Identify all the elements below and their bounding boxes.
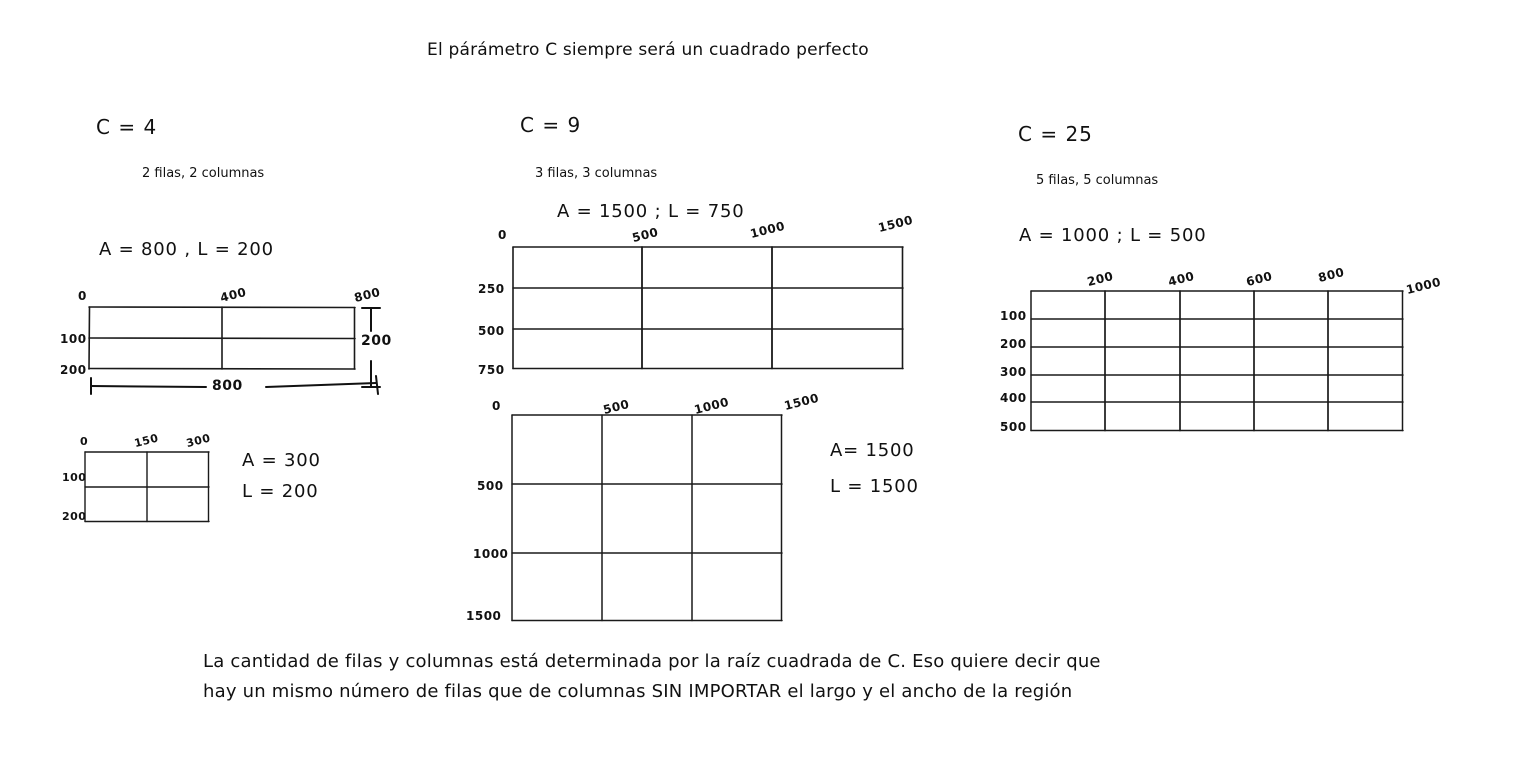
dim-l-c9b: L = 1500 — [830, 476, 919, 497]
tick-c25-y-100: 100 — [1000, 309, 1027, 323]
tick-c25-x-400: 400 — [1166, 268, 1196, 289]
grid-c4-primary — [88, 306, 356, 370]
dim-l-c4b: L = 200 — [242, 481, 319, 502]
case-dims-c9: A = 1500 ; L = 750 — [557, 201, 745, 222]
dim-a-c4b: A = 300 — [242, 450, 321, 471]
footer-line-2: hay un mismo número de filas que de columnas SIN IMPORTAR el largo y el ancho de la región — [203, 681, 1073, 702]
case-sublabel-c9: 3 filas, 3 columnas — [535, 166, 658, 181]
tick-c4-x-400: 400 — [218, 284, 248, 305]
tick-c25-y-200: 200 — [1000, 337, 1027, 351]
grid-c9-primary — [512, 246, 904, 370]
tick-c4b-x-0: 0 — [80, 435, 89, 448]
tick-c9b-x-0: 0 — [492, 399, 501, 413]
tick-c9b-y-500: 500 — [477, 479, 504, 493]
tick-c25-x-200: 200 — [1085, 268, 1115, 289]
case-label-c4: C = 4 — [96, 115, 158, 139]
case-label-c9: C = 9 — [520, 113, 582, 137]
tick-c9-y-750: 750 — [478, 363, 505, 377]
case-dims-c4: A = 800 , L = 200 — [99, 239, 274, 260]
tick-c9-x-0: 0 — [498, 228, 507, 242]
footer-line-1: La cantidad de filas y columnas está determinada por la raíz cuadrada de C. Eso quiere decir que — [203, 651, 1101, 672]
tick-c9-y-250: 250 — [478, 282, 505, 296]
case-sublabel-c4: 2 filas, 2 columnas — [142, 166, 265, 181]
tick-c4-y-100: 100 — [60, 332, 87, 346]
tick-c4b-y-200: 200 — [62, 510, 87, 523]
width-brace-label-c4: 800 — [212, 378, 243, 394]
tick-c9-x-1500: 1500 — [876, 212, 915, 235]
tick-c4b-y-100: 100 — [62, 471, 87, 484]
tick-c9b-y-1000: 1000 — [473, 547, 509, 561]
tick-c9-y-500: 500 — [478, 324, 505, 338]
dim-a-c9b: A= 1500 — [830, 440, 915, 461]
tick-c9b-y-1500: 1500 — [466, 609, 502, 623]
height-brace-label-c4: 200 — [361, 333, 392, 349]
tick-c25-x-1000: 1000 — [1404, 274, 1443, 297]
tick-c25-y-400: 400 — [1000, 391, 1027, 405]
grid-c9-secondary — [511, 414, 783, 622]
tick-c9b-x-1000: 1000 — [692, 394, 731, 417]
case-label-c25: C = 25 — [1018, 122, 1093, 146]
tick-c25-x-600: 600 — [1244, 268, 1274, 289]
tick-c25-y-300: 300 — [1000, 365, 1027, 379]
tick-c9b-x-1500: 1500 — [782, 390, 821, 413]
tick-c25-x-800: 800 — [1316, 264, 1346, 285]
tick-c4-y-200: 200 — [60, 363, 87, 377]
case-dims-c25: A = 1000 ; L = 500 — [1019, 225, 1207, 246]
tick-c4-x-800: 800 — [352, 284, 382, 305]
grid-c4-secondary — [84, 451, 210, 523]
case-sublabel-c25: 5 filas, 5 columnas — [1036, 173, 1159, 188]
tick-c9-x-1000: 1000 — [748, 218, 787, 241]
tick-c9b-x-500: 500 — [601, 396, 631, 417]
page-title: El párámetro C siempre será un cuadrado perfecto — [427, 40, 869, 60]
tick-c4b-x-300: 300 — [184, 431, 212, 450]
tick-c4-x-0: 0 — [78, 289, 87, 303]
grid-c25-primary — [1030, 290, 1404, 432]
tick-c4b-x-150: 150 — [132, 431, 160, 450]
tick-c25-y-500: 500 — [1000, 420, 1027, 434]
tick-c9-x-500: 500 — [630, 224, 660, 245]
